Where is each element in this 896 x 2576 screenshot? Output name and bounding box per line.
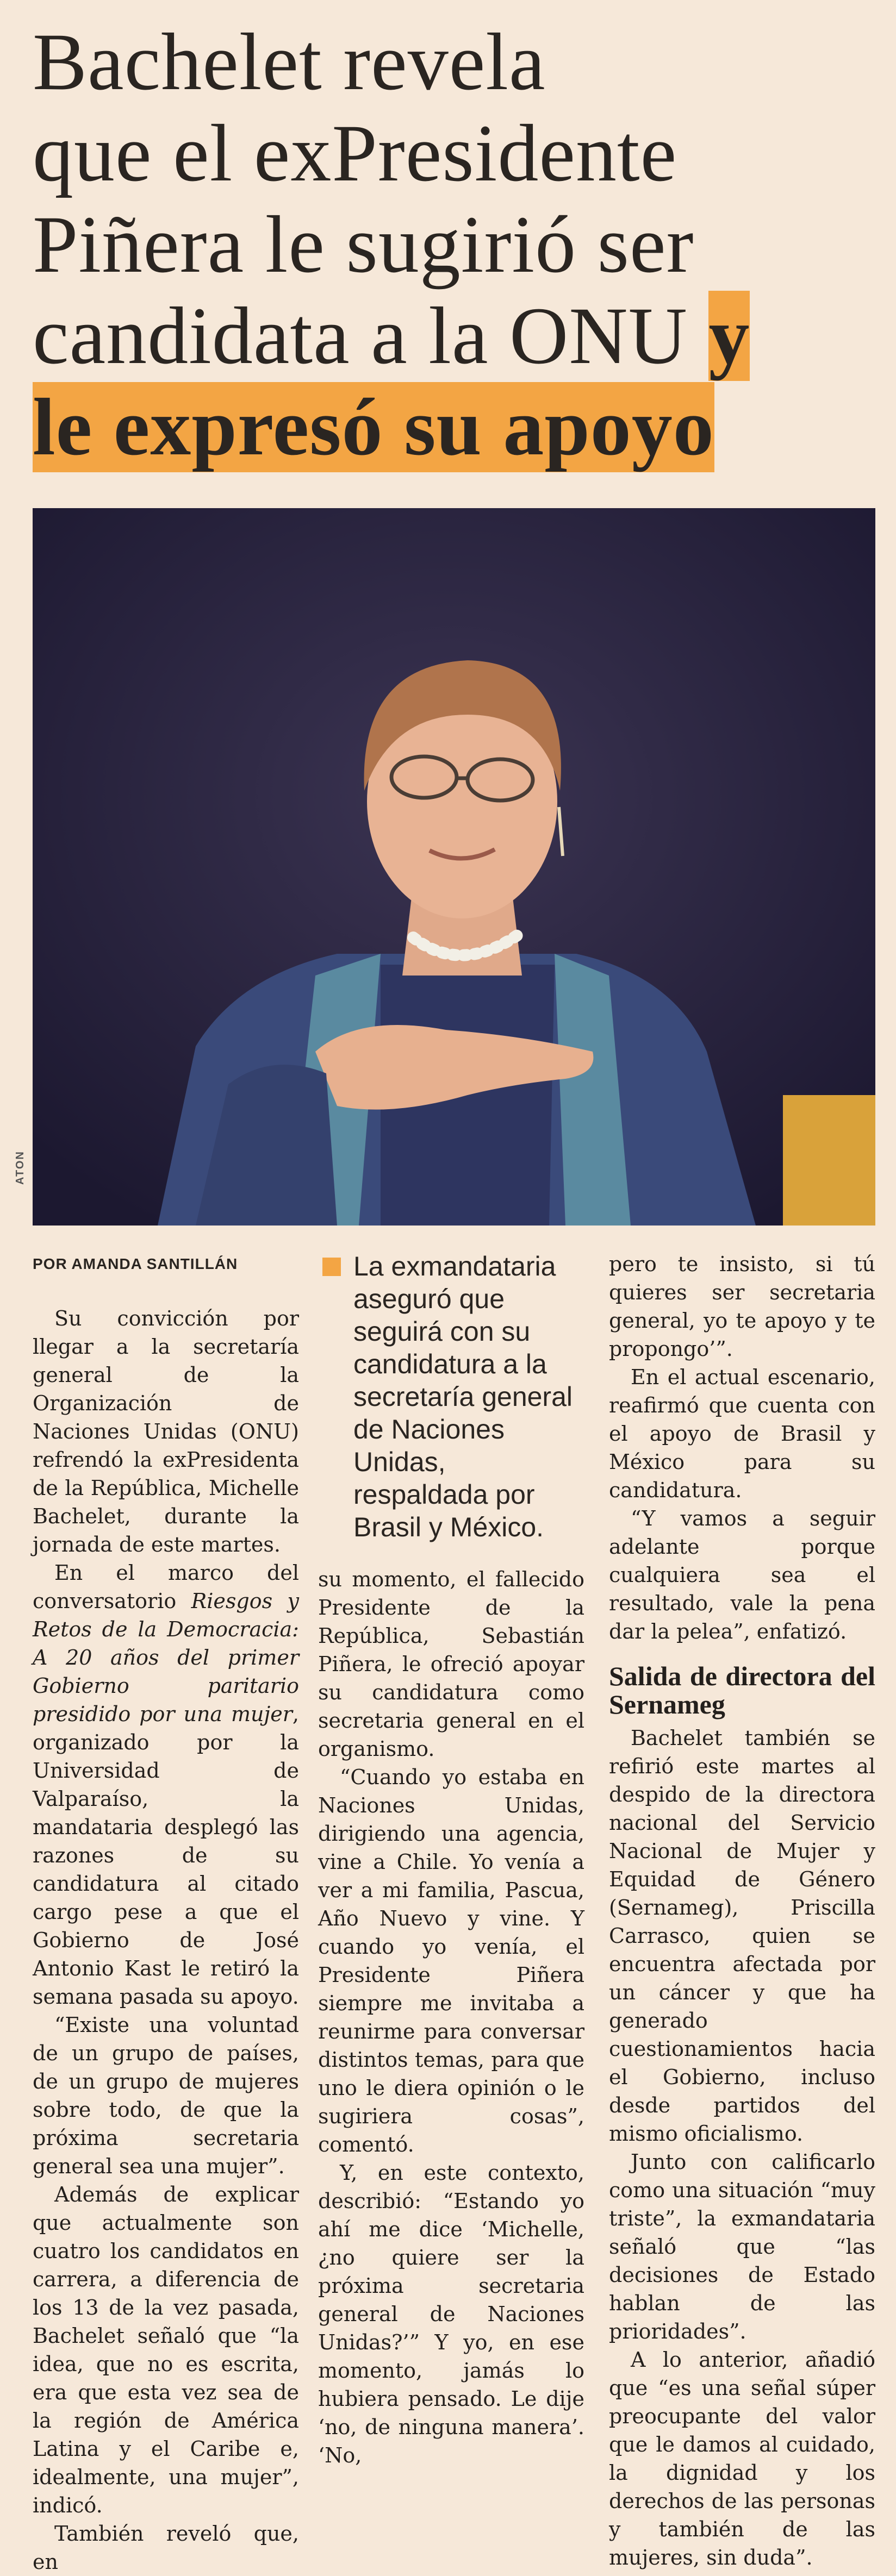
article-column-2: [318, 1250, 584, 2469]
photo-credit: ATON: [14, 1151, 26, 1185]
paragraph: Además de explicar que actualmente son cuatro los candidatos en carrera, a diferencia de los 13 de la vez pasada, Bachelet señaló que “la idea, que no es escrita, era que esta vez sea de la región de América Latina y el Caribe e, idealmente, una mujer”, indicó.: [33, 2183, 299, 2517]
paragraph: “Cuando yo estaba en Naciones Unidas, dirigiendo una agencia, vine a Chile. Yo venía a ver a mi familia, Pascua, Año Nuevo y vine. Y cuando yo venía, el Presidente Piñera siempre me invitaba a reunirme para conversar distintos temas, para que uno le diera opinión o le sugiriera cosas”, comentó.: [318, 1765, 584, 2156]
paragraph: Y, en este contexto, describió: “Estando yo ahí me dice ‘Michelle, ¿no quiere ser la próxima secretaria general de Naciones Unidas?’” Y yo, en ese momento, jamás lo hubiera pensado. Le dije ‘no, de ninguna manera’. ‘No,: [318, 2161, 584, 2467]
paragraph: [33, 1559, 299, 2011]
event-title: Riesgos y Retos de la Democracia: A 20 años del primer Gobierno paritario presidido por una mujer: [33, 1589, 299, 1726]
paragraph-text: , organizado por la Universidad de Valparaíso, la mandataria desplegó las razones de su candidatura al citado cargo pese a que el Gobierno de José Antonio Kast le retiró la semana pasada su apoyo.: [33, 1702, 299, 2009]
headline-line-3: Piñera le sugirió ser: [33, 199, 694, 290]
paragraph: Junto con calificarlo como una situación “muy triste”, la exmandataria señaló que “las decisiones de Estado hablan de las prioridades”.: [609, 2150, 875, 2343]
square-bullet-icon: [322, 1258, 341, 1276]
article-photo: [33, 508, 875, 1226]
paragraph: Bachelet también se refirió este martes al despido de la directora nacional del Servicio Nacional de Mujer y Equidad de Género (Sernameg), Priscilla Carrasco, quien se encuentra afectada por un cáncer y que ha generado cuestionamientos hacia el Gobierno, incluso desde partidos del mismo oficialismo.: [609, 1726, 875, 2146]
byline: POR AMANDA SANTILLÁN: [33, 1255, 238, 1272]
section-subheading: Salida de directora del Sernameg: [609, 1661, 875, 1720]
headline-highlight-line: le expresó su apoyo: [33, 382, 714, 472]
bachelet-portrait-image: [33, 508, 875, 1226]
paragraph: pero te insisto, si tú quieres ser secretaria general, yo te apoyo y te propongo’”.: [609, 1252, 875, 1361]
headline: [33, 16, 881, 473]
article-column-1: [33, 1250, 299, 2576]
paragraph: A lo anterior, añadió que “es una señal súper preocupante del valor que le damos al cuidado, la dignidad y los derechos de las personas y también de las mujeres, sin duda”.: [609, 2348, 875, 2569]
headline-highlight-y: y: [708, 291, 750, 381]
paragraph: “Y vamos a seguir adelante porque cualquiera sea el resultado, vale la pena dar la pelea”, enfatizó.: [609, 1506, 875, 1643]
paragraph: También reveló que, en: [33, 2522, 299, 2574]
headline-line-1: Bachelet revela: [33, 17, 546, 107]
paragraph: En el actual escenario, reafirmó que cuenta con el apoyo de Brasil y México para su candidatura.: [609, 1365, 875, 1502]
article-column-3: [609, 1250, 875, 2572]
paragraph: “Existe una voluntad de un grupo de países, de un grupo de mujeres sobre todo, de que la próxima secretaria general sea una mujer”.: [33, 2013, 299, 2178]
paragraph-text: En el marco del conversatorio: [33, 1561, 299, 1613]
headline-line-4-text: candidata a la ONU: [33, 291, 709, 381]
paragraph: Su convicción por llegar a la secretaría general de la Organización de Naciones Unidas (ONU) refrendó la exPresidenta de la República, Michelle Bachelet, durante la jornada de este martes.: [33, 1306, 299, 1556]
paragraph: su momento, el fallecido Presidente de la República, Sebastián Piñera, le ofreció apoyar su candidatura como secretaria general en el organismo.: [318, 1567, 584, 1761]
pull-quote: [318, 1250, 584, 1543]
headline-line-5: [33, 382, 881, 473]
pull-quote-text: La exmandataria aseguró que seguirá con su candidatura a la secretaría general de Naciones Unidas, respaldada por Brasil y México.: [353, 1251, 573, 1542]
headline-line-2: que el exPresidente: [33, 108, 677, 198]
headline-line-4: [33, 290, 881, 382]
